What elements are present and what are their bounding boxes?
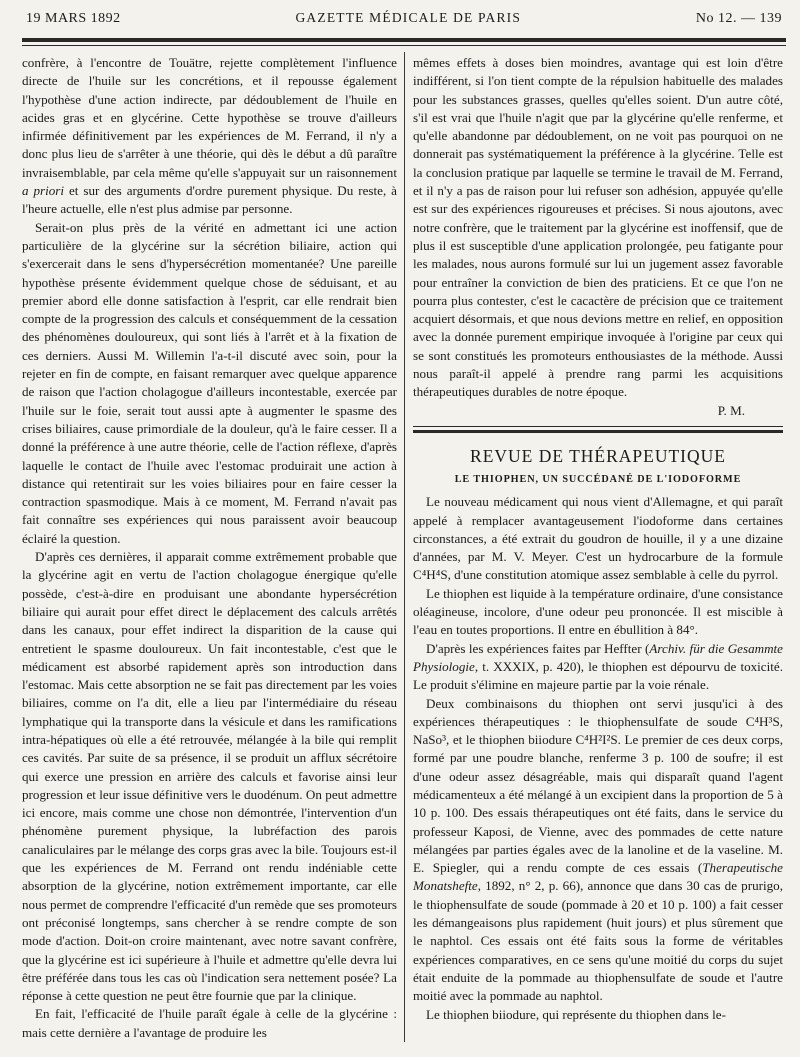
paragraph: Le nouveau médicament qui nous vient d'Allemagne, et qui paraît appelé à remplacer avantageusement l'iodoforme dans certaines circonstances, a été extrait du goudron de houille, il y a une dizaine d'années, par M. V. Meyer. C'est un hydrocarbure de la formule C⁴H⁴S, d'une constitution atomique assez semblable à celle du pyrrol. [413,494,783,583]
section-rule-thick [413,430,783,433]
header-rule-thick [22,38,786,42]
issue-page-number: No 12. — 139 [695,11,782,26]
right-column [413,54,783,1024]
paragraph: mêmes effets à doses bien moindres, avantage qui est loin d'être indifférent, si l'on tient compte de la répulsion habituelle des malades pour les substances grasses, quelles qu'elles soient. D'un autre côté, s'il est vrai que l'huile n'agit que par la glycérine qu'elle renferme, et qu'elle abandonne par dédoublement, on ne voit pas pourquoi on ne donnerait pas systématiquement la préférence à la glycérine. Telle est la conclusion pratique par laquelle se termine le travail de M. Ferrand, et il n'y a pas de raison pour lui refuser son adhésion, appuyée qu'elle est sur des expériences rigoureuses et précises. Si nous ajoutons, avec notre confrère, que le traitement par la glycérine est inoffensif, que de plus il est susceptible d'une application prolongée, peu fatigante pour les malades, nous aurons formulé sur lui un jugement assez favorable pour entraîner la conviction de bien des praticiens. Et ce que l'on ne pourra plus contester, c'est le cacactère de précision que ce traitement acquiert désormais, et que nous devions mettre en relief, en opposition avec la donnée purement empirique invoquée à l'origine par ceux qui se sont constitués les promoteurs enthousiastes de la méthode. Aussi nous paraît-il appelé à prendre rang parmi les acquisitions thérapeutiques durables de notre époque. [413,55,783,400]
italic-citation: Archiv. für die Gesammte Physiologie [413,640,783,674]
paragraph: Le thiophen est liquide à la température ordinaire, d'une consistance oléagineuse, incolore, d'une odeur peu prononcée. Il est miscible à l'eau en toutes proportions. Il entre en ébullition à 84°. [413,585,783,638]
column-divider [404,52,405,1042]
author-signature: P. M. [717,402,745,418]
journal-title: GAZETTE MÉDICALE DE PARIS [295,10,522,25]
header-rule-thin [22,45,786,46]
italic-phrase: a priori [22,183,65,199]
italic-citation: Therapeutische Monatshefte [413,860,783,894]
paragraph: Deux combinaisons du thiophen ont servi jusqu'ici à des expériences thérapeutiques : le thiophensulfate de soude C⁴H³S, NaSo³, et le thiophen biiodure C⁴H²I²S. Le premier de ces deux corps, formé par une poudre blanche, renferme 3 p. 100 de soufre; il est d'une odeur assez désagréable, mais qui disparaît quand l'agent médicamenteux a été mélangé à un excipient dans la proportion de 5 à 10 p. 100. Des essais thérapeutiques ont été faits, dans le service du professeur Kaposi, de Vienne, avec des pommades de cette nature mélangées par parties égales avec de la lanoline et de la vaseline. M. E. Spiegler, qui a rendu compte de ces essais (Therapeutische Monatshefte, 1892, n° 2, p. 66), annonce que dans 30 cas de prurigo, le thiophensulfate de soude (pommade à 20 et 10 p. 100) a fait cesser les démangeaisons plus rapidement (huit jours) et plus sûrement que le naphtol. Ces essais ont été faits sous la forme de véritables expériences comparatives, en ce sens qu'une moitié du corps du sujet était enduite de la pommade au thiophensulfate de soude et l'autre moitié avec la pommade au naphtol. [413,695,783,1004]
paragraph: Le thiophen biiodure, qui représente du thiophen dans le- [426,1006,726,1022]
section-subtitle: LE THIOPHEN, UN SUCCÉDANÉ DE L'IODOFORME [454,473,742,485]
section-title: REVUE DE THÉRAPEUTIQUE [470,445,726,466]
issue-date: 19 MARS 1892 [26,11,121,26]
left-column [22,54,397,1042]
page-header [26,10,782,36]
paragraph: D'après ces dernières, il apparait comme extrêmement probable que la glycérine agit en vertu de l'action cholagogue énergique qu'elle possède, c'est-à-dire en produisant une abondante hypersécrétion biliaire qui aurait pour effet direct le déplacement des calculs arrêtés dans les canaux, pour effet indirect la disparition de la cause qui entretient le spasme douloureux. Un fait incontestable, c'est que le médicament est absorbé rapidement après son introduction dans l'estomac. Mais cette absorption ne se fait pas directement par les voies biliaires, comme on l'a dit, elle a lieu par l'intermédiaire du réseau lymphatique qui la transporte dans la vésicule et dans les ramifications intra-hépatiques où elle a été retrouvée, mélangée à la bile qui remplit ces cavités. Par suite de sa présence, il se produit un afflux sécrétoire qui exerce une pression en arrière des calculs et favorise ainsi leur progression et leur issue définitive vers le duodénum. On peut admettre ici encore, mais comme une chose non démontrée, l'intervention d'un phénomène purement physique, la lubréfaction des parois canaliculaires par le mélange des corps gras avec la bile. Toujours est-il que les expériences de M. Ferrand ont rendu indéniable cette absorption de la glycérine, notion extrêmement importante, car elle nous permet de comprendre l'efficacité d'un remède que ses promoteurs ont préconisé longtemps, sans chercher à se rendre compte de son mode d'action. Doit-on croire maintenant, avec notre savant confrère, que la glycérine est ici supérieure à l'huile et admettre qu'elle devra lui être préférée dans tous les cas où l'indication sera nettement posée? La réponse à cette question ne peut être fournie que par la clinique. [22,549,397,1004]
section-rule-thin [413,426,783,427]
paragraph: confrère, à l'encontre de Touätre, rejette complètement l'influence directe de l'huile sur les concrétions, et il repousse également l'hypothèse d'une action indirecte, par dédoublement de l'huile en acides gras et en glycérine. Cette hypothèse se trouve d'ailleurs infirmée définitivement par les expériences de M. Ferrand, il n'y a donc plus lieu de s'arrêter à une théorie, qui dès le début a dû paraître invraisemblable, par cela même qu'elle s'appuyait sur un raisonnement a priori et sur des arguments d'ordre purement physique. Du reste, à l'heure actuelle, elle n'est plus admise par personne. [22,55,397,217]
paragraph: D'après les expériences faites par Heffter (Archiv. für die Gesammte Physiologie, t. XXXIX, p. 420), le thiophen est dépourvu de toxicité. Le produit s'élimine en majeure partie par la voie rénale. [413,640,783,693]
paragraph: Serait-on plus près de la vérité en admettant ici une action particulière de la glycérine sur la sécrétion biliaire, action qui s'exercerait dans le sens d'hypersécrétion momentanée? Une pareille hypothèse présente évidemment quelque chose de séduisant, et au premier abord elle donne satisfaction à l'esprit, car elle rendrait bien compte de la progression des calculs et conséquemment de la cessation des phénomènes douloureux, qui sont liés à l'arrêt et à la fixation de ces derniers. Aussi M. Willemin l'a-t-il discuté avec soin, pour la rejeter en fin de compte, en faisant remarquer avec quelque apparence de raison que l'action cholagogue d'ailleurs incontestable, exercée par l'huile sur le foie, serait tout aussi apte à augmenter le spasme des crises biliaires, cause primordiale de la douleur, qu'à le faire cesser. Il a donné la préférence à une autre théorie, celle de l'action réflexe, d'après laquelle le contact de l'huile avec l'estomac produirait une action à distance qui retentirait sur les voies biliaires pour en faire cesser la contraction spasmodique. Mais à ce moment, M. Ferrand n'avait pas fait connaître ses expériences qui nous paraissent avoir beaucoup éclairé la question. [22,219,397,546]
paragraph: En fait, l'efficacité de l'huile paraît égale à celle de la glycérine : mais cette dernière a l'avantage de produire les [22,1006,397,1040]
